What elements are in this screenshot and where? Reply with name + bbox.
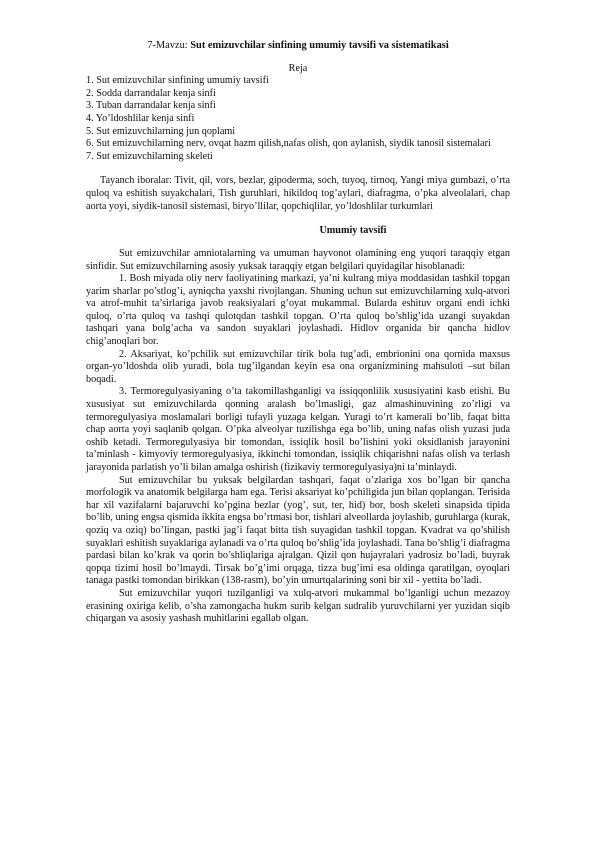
plan-item: 6. Sut emizuvchilarning nerv, ovqat hazm qilish,nafas olish, qon aylanish, siydik tanosil sistemalari — [86, 138, 491, 150]
plan-item: 1. Sut emizuvchilar sinfining umumiy tavsifi — [86, 75, 269, 87]
plan-item: 3. Tuban darrandalar kenja sinfi — [86, 100, 216, 112]
section-heading: Umumiy tavsifi — [319, 225, 387, 237]
plan-item: 2. Sodda darrandalar kenja sinfi — [86, 87, 216, 99]
body-paragraph: 3. Termoregulyasiyaning o’ta takomillashganligi va issiqqonlilik xususiyatini kasb etishi. Bu xususiyat sut emizuvchilarda qonning aralash bo’lmasligi, gaz almashinuvining zo’rligi va termoregulyasiya moslamalari borligi tufayli yuzaga kelgan. Yuragi to’rt kamerali bo’lib, faqat bitta chap aorta yoyi saqlanib qolgan. O’pka alveolyar tuzilishga ega bo’lib, uning nafas olish yuzasi juda oshib ketadi. Termoregulyasiya bir tomondan, issiqlik hosil bo’lishini yoki oksidlanish jarayonini ta’minlash - kimyoviy termoregulyasiya, ikkinchi tomondan, issiqlik chiqarishni nafas olish va terlash jarayonida parlatish yo’li bilan amalga oshirish (fizikaviy termoregulyasiya)ni ta’minlaydi. — [86, 386, 510, 473]
document-page — [86, 40, 510, 626]
body-paragraph: 2. Aksariyat, ko’pchilik sut emizuvchilar tirik bola tug’adi, embrionini ona qornida maxsus organ-yo’ldoshda olib yuradi, bola tug’ilgandan keyin esa ona organizmining mahsuloti –sut bilan boqadi. — [86, 348, 510, 385]
title-text: Sut emizuvchilar sinfining umumiy tavsifi va sistematikasi — [190, 40, 449, 51]
body-paragraph: Sut emizuvchilar amniotalarning va umuman hayvonot olamining eng yuqori taraqqiy etgan sinfidir. Sut emizuvchilarning asosiy yuksak taraqqiy etgan belgilari quyidagilar hisoblanadi: — [86, 247, 510, 272]
plan-item: 5. Sut emizuvchilarning jun qoplami — [86, 125, 236, 137]
body-paragraph: Sut emizuvchilar yuqori tuzilganligi va xulq-atvori mukammal bo’lganligi uchun mezazoy erasining oxiriga kelib, o’sha zamongacha hukm surib kelgan sudralib yuruvchilarni yer yuzidan siqib chiqargan va asosiy yashash muhitlarini egallab olgan. — [86, 587, 510, 625]
plan-list — [86, 75, 510, 163]
body-paragraph: 1. Bosh miyada oliy nerv faoliyatining markazi, ya’ni kulrang miya moddasidan tashkil topgan yarim sharlar po’stlog’i, ayniqcha yaxshi rivojlangan. Shuning uchun sut emizuvchilarning xulq-atvori va atrof-muhit ta’sirlariga javob reaksiyalari g’oyat mukammal. Bularda eshituv organi endi ichki quloq, o’rta quloq va tashqi qulotqdan tashkil topgan. O’rta quloq bo’shlig’ida uzangi suyakdan tashqari yana bolg’acha va sandon suyaklari joylashadi. Hidlov organida bir qancha hidlov chig’anoqlari bor. — [86, 273, 510, 348]
keywords-paragraph: Tayanch iboralar: Tivit, qil, vors, bezlar, gipoderma, soch, tuyoq, tirnoq, Yangi miya gumbazi, o’rta quloq va eshitish suyakchalari, Tish guruhlari, hikildoq tog’aylari, diafragma, o’pka alveolalari, chap aorta yoyi, siydik-tanosil sistemasi, biryo’llilar, qopchiqlilar, yo’ldoshlilar turkumlari — [86, 175, 510, 212]
title-prefix: 7-Mavzu: — [147, 40, 191, 51]
plan-item: 4. Yo’ldoshlilar kenja sinfi — [86, 112, 195, 124]
body-paragraph: Sut emizuvchilar bu yuksak belgilardan tashqari, faqat o’zlariga xos bo’lgan bir qancha morfologik va anatomik belgilarga ham ega. Terisi aksariyat ko’pchiligida jun bilan qoplangan. Terisida har xil vazifalarni bajaruvchi ko’pgina bezlar (yog’, sut, ter, hid) bor, bosh skeleti sinapsida tipida bo’lib, uning engsa qismida ikkita engsa bo’rtmasi bor, tishlari alveollarda joylashib, guruhlarga (kurak, qoziq va oziq) bo’lingan, pastki jag’i faqat bitta tish suyagidan tashkil topgan. Kvadrat va qo’shilish suyaklari eshitish suyaklariga aylanadi va o’rta quloq bo’shlig’ida joylashadi. Tana bo’shlig’i diafragma pardasi bilan ko’krak va qorin bo’shliqlariga ajralgan. Qizil qon hujayralari yadrosiz bo’ladi, buyrak qopqa tizimi hosil bo’lmaydi. Tirsak bo’g’imi orqaga, tizza bug’imi esa oldinga qaratilgan, oyoqlari tanaga pastki tomondan birikkan (138-rasm), bo’yin umurtqalarining soni bir xil - yettita bo’ladi. — [86, 474, 510, 587]
plan-heading: Reja — [288, 62, 308, 74]
plan-item: 7. Sut emizuvchilarning skeleti — [86, 150, 213, 162]
document-title — [86, 40, 510, 53]
